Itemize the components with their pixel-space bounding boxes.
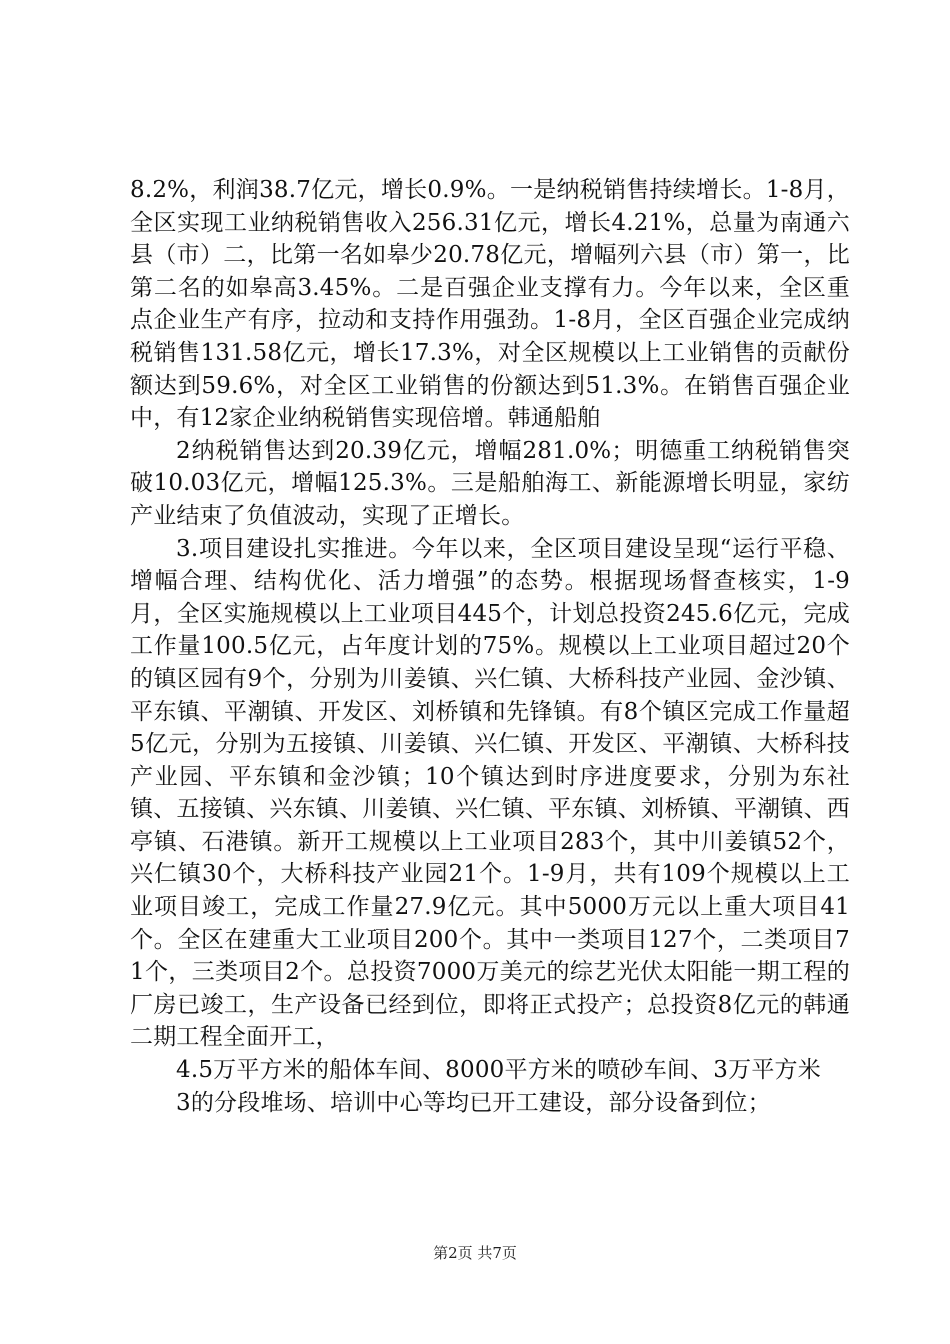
document-body: [130, 174, 850, 1119]
page-footer: 第2页 共7页: [433, 1244, 517, 1262]
paragraph-project-construction: 3.项目建设扎实推进。今年以来，全区项目建设呈现“运行平稳、增幅合理、结构优化、活力增强”的态势。根据现场督查核实，1-9月，全区实施规模以上工业项目445个，计划总投资245.6亿元，完成工作量100.5亿元，占年度计划的75%。规模以上工业项目超过20个的镇区园有9个，分别为川姜镇、兴仁镇、大桥科技产业园、金沙镇、平东镇、平潮镇、开发区、刘桥镇和先锋镇。有8个镇区完成工作量超5亿元，分别为五接镇、川姜镇、兴仁镇、开发区、平潮镇、大桥科技产业园、平东镇和金沙镇；10个镇达到时序进度要求，分别为东社镇、五接镇、兴东镇、川姜镇、兴仁镇、平东镇、刘桥镇、平潮镇、西亭镇、石港镇。新开工规模以上工业项目283个，其中川姜镇52个，兴仁镇30个，大桥科技产业园21个。1-9月，共有109个规模以上工业项目竣工，完成工作量27.9亿元。其中5000万元以上重大项目41个。全区在建重大工业项目200个。其中一类项目127个，二类项目71个，三类项目2个。总投资7000万美元的综艺光伏太阳能一期工程的厂房已竣工，生产设备已经到位，即将正式投产；总投资8亿元的韩通二期工程全面开工，: [130, 535, 850, 1051]
paragraph-sales-growth: 8.2%，利润38.7亿元，增长0.9%。一是纳税销售持续增长。1-8月，全区实现工业纳税销售收入256.31亿元，增长4.21%，总量为南通六县（市）二，比第一名如皋少20.78亿元，增幅列六县（市）第一，比第二名的如皋高3.45%。二是百强企业支撑有力。今年以来，全区重点企业生产有序，拉动和支持作用强劲。1-8月，全区百强企业完成纳税销售131.58亿元，增长17.3%，对全区规模以上工业销售的贡献份额达到59.6%，对全区工业销售的份额达到51.3%。在销售百强企业中，有12家企业纳税销售实现倍增。韩通船舶: [130, 177, 850, 432]
paragraph-storage-yard: 3的分段堆场、培训中心等均已开工建设，部分设备到位；: [176, 1089, 771, 1116]
paragraph-key-enterprises: 2纳税销售达到20.39亿元，增幅281.0%；明德重工纳税销售突破10.03亿元，增幅125.3%。三是船舶海工、新能源增长明显，家纺产业结束了负值波动，实现了正增长。: [130, 437, 850, 529]
paragraph-workshop-areas: 4.5万平方米的船体车间、8000平方米的喷砂车间、3万平方米: [176, 1057, 821, 1084]
